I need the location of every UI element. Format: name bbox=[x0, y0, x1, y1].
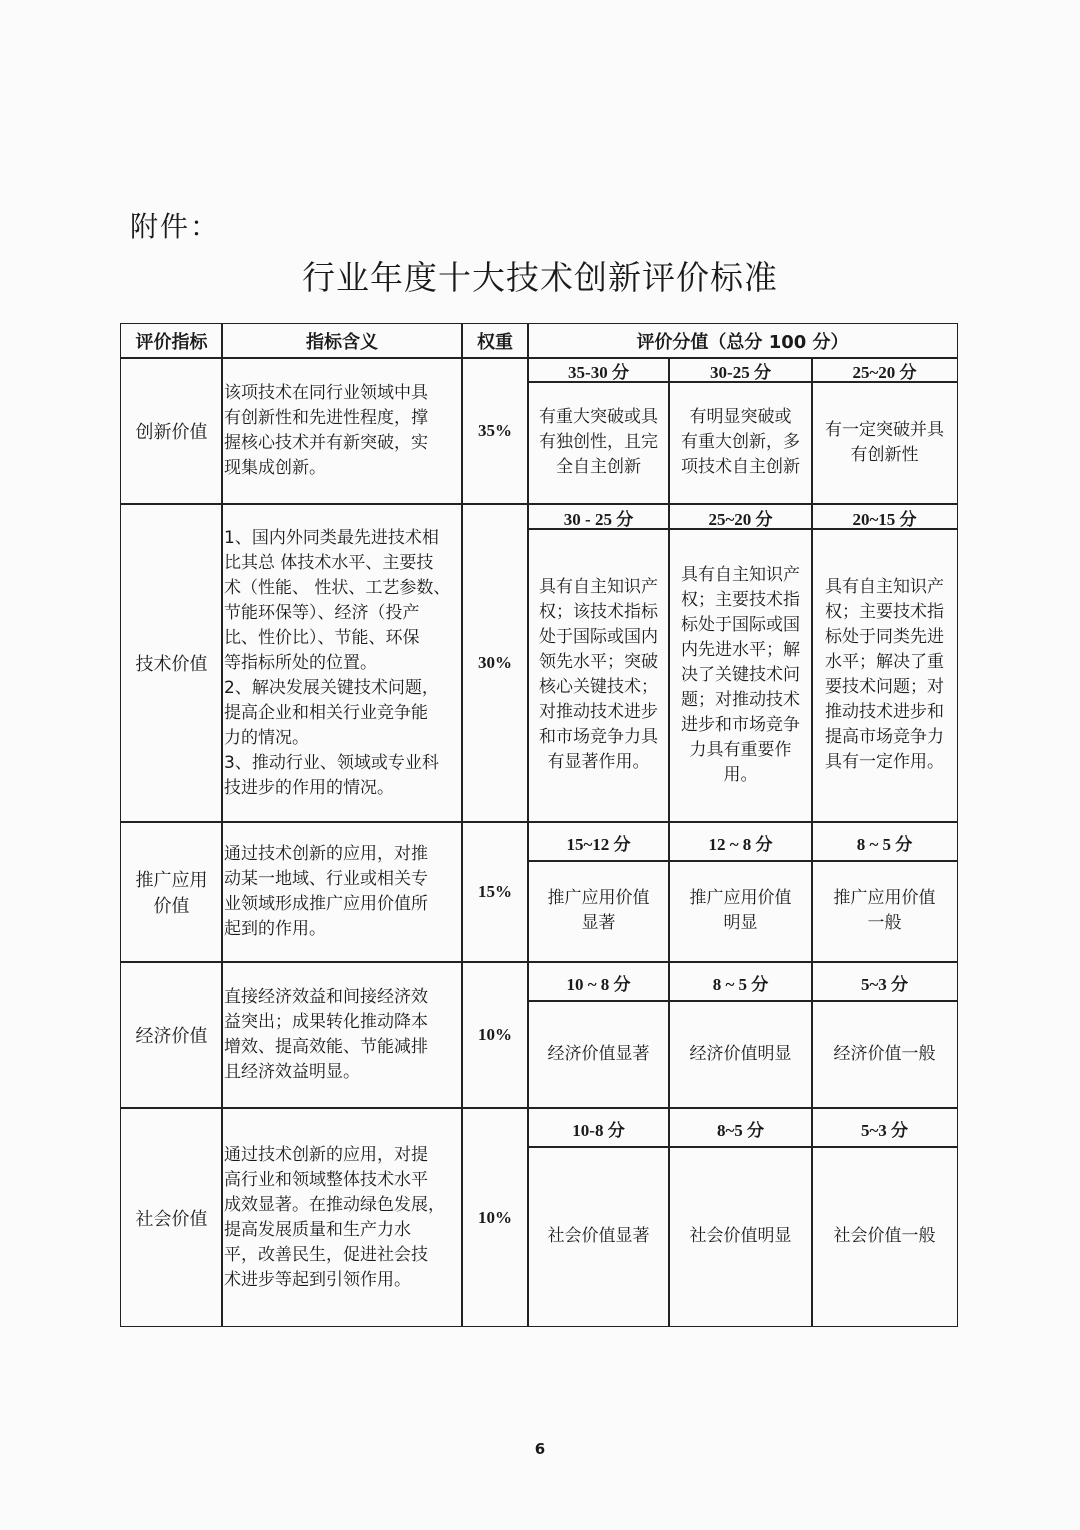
indicator-cell: 推广应用 价值 bbox=[120, 822, 223, 962]
score-description-cell: 社会价值明显 bbox=[668, 1146, 813, 1327]
indicator-cell: 社会价值 bbox=[120, 1108, 223, 1327]
meaning-cell: 该项技术在同行业领域中具 有创新性和先进性程度，撑 握核心技术并有新突破，实 现集成创新。 bbox=[221, 357, 463, 504]
indicator-cell: 经济价值 bbox=[120, 962, 223, 1108]
score-range-cell: 35-30 分 bbox=[527, 357, 670, 383]
score-range-cell: 5~3 分 bbox=[811, 962, 958, 1002]
score-description-cell: 具有自主知识产 权；主要技术指 标处于同类先进 水平；解决了重 要技术问题；对 推动技术进步和 提高市场竞争力 具有一定作用。 bbox=[811, 528, 958, 822]
indicator-cell: 技术价值 bbox=[120, 504, 223, 822]
header-weight: 权重 bbox=[461, 323, 529, 359]
header-meaning: 指标含义 bbox=[221, 323, 463, 359]
score-description-cell: 经济价值明显 bbox=[668, 1000, 813, 1108]
meaning-cell: 直接经济效益和间接经济效 益突出；成果转化推动降本 增效、提高效能、节能减排 且经济效益明显。 bbox=[221, 962, 463, 1108]
score-description-cell: 社会价值一般 bbox=[811, 1146, 958, 1327]
header-score: 评价分值（总分 100 分） bbox=[527, 323, 958, 359]
meaning-cell: 通过技术创新的应用，对提 高行业和领域整体技术水平 成效显著。在推动绿色发展， 提高发展质量和生产力水 平，改善民生，促进社会技 术进步等起到引领作用。 bbox=[221, 1108, 463, 1327]
score-description-cell: 有一定突破并具 有创新性 bbox=[811, 381, 958, 504]
indicator-cell: 创新价值 bbox=[120, 357, 223, 504]
score-description-cell: 社会价值显著 bbox=[527, 1146, 670, 1327]
score-description-cell: 经济价值一般 bbox=[811, 1000, 958, 1108]
score-description-cell: 推广应用价值 显著 bbox=[527, 860, 670, 962]
score-description-cell: 具有自主知识产 权；该技术指标 处于国际或国内 领先水平；突破 核心关键技术； 对推动技术进步 和市场竞争力具 有显著作用。 bbox=[527, 528, 670, 822]
score-range-cell: 10-8 分 bbox=[527, 1108, 670, 1148]
score-range-cell: 25~20 分 bbox=[811, 357, 958, 383]
weight-cell: 35% bbox=[461, 357, 529, 504]
meaning-cell: 通过技术创新的应用，对推 动某一地域、行业或相关专 业领域形成推广应用价值所 起到的作用。 bbox=[221, 822, 463, 962]
page-number: 6 bbox=[534, 1440, 546, 1458]
attachment-label: 附件： bbox=[130, 210, 221, 243]
score-description-cell: 具有自主知识产 权；主要技术指 标处于国际或国 内先进水平；解 决了关键技术问 题；对推动技术 进步和市场竞争 力具有重要作 用。 bbox=[668, 528, 813, 822]
weight-cell: 10% bbox=[461, 962, 529, 1108]
document-title: 行业年度十大技术创新评价标准 bbox=[302, 258, 778, 297]
score-range-cell: 8~5 分 bbox=[668, 1108, 813, 1148]
score-range-cell: 8 ~ 5 分 bbox=[668, 962, 813, 1002]
score-range-cell: 5~3 分 bbox=[811, 1108, 958, 1148]
score-range-cell: 30 - 25 分 bbox=[527, 504, 670, 530]
weight-cell: 15% bbox=[461, 822, 529, 962]
score-range-cell: 8 ~ 5 分 bbox=[811, 822, 958, 862]
score-range-cell: 15~12 分 bbox=[527, 822, 670, 862]
header-indicator: 评价指标 bbox=[120, 323, 223, 359]
score-description-cell: 有重大突破或具 有独创性，且完 全自主创新 bbox=[527, 381, 670, 504]
score-range-cell: 12 ~ 8 分 bbox=[668, 822, 813, 862]
score-description-cell: 经济价值显著 bbox=[527, 1000, 670, 1108]
score-description-cell: 推广应用价值 明显 bbox=[668, 860, 813, 962]
score-description-cell: 有明显突破或 有重大创新，多 项技术自主创新 bbox=[668, 381, 813, 504]
score-range-cell: 30-25 分 bbox=[668, 357, 813, 383]
weight-cell: 30% bbox=[461, 504, 529, 822]
score-range-cell: 20~15 分 bbox=[811, 504, 958, 530]
weight-cell: 10% bbox=[461, 1108, 529, 1327]
score-range-cell: 25~20 分 bbox=[668, 504, 813, 530]
score-range-cell: 10 ~ 8 分 bbox=[527, 962, 670, 1002]
meaning-cell: 1、国内外同类最先进技术相 比其总 体技术水平、主要技 术（性能、 性状、工艺参数、 节能环保等）、经济（投产 比、性价比）、节能、环保 等指标所处的位置。 2、解决发展关键技术问题， 提高企业和相关行业竞争能 力的情况。 3、推动行业、领域或专业科 技进步的作用的情况。 bbox=[221, 504, 463, 822]
score-description-cell: 推广应用价值 一般 bbox=[811, 860, 958, 962]
